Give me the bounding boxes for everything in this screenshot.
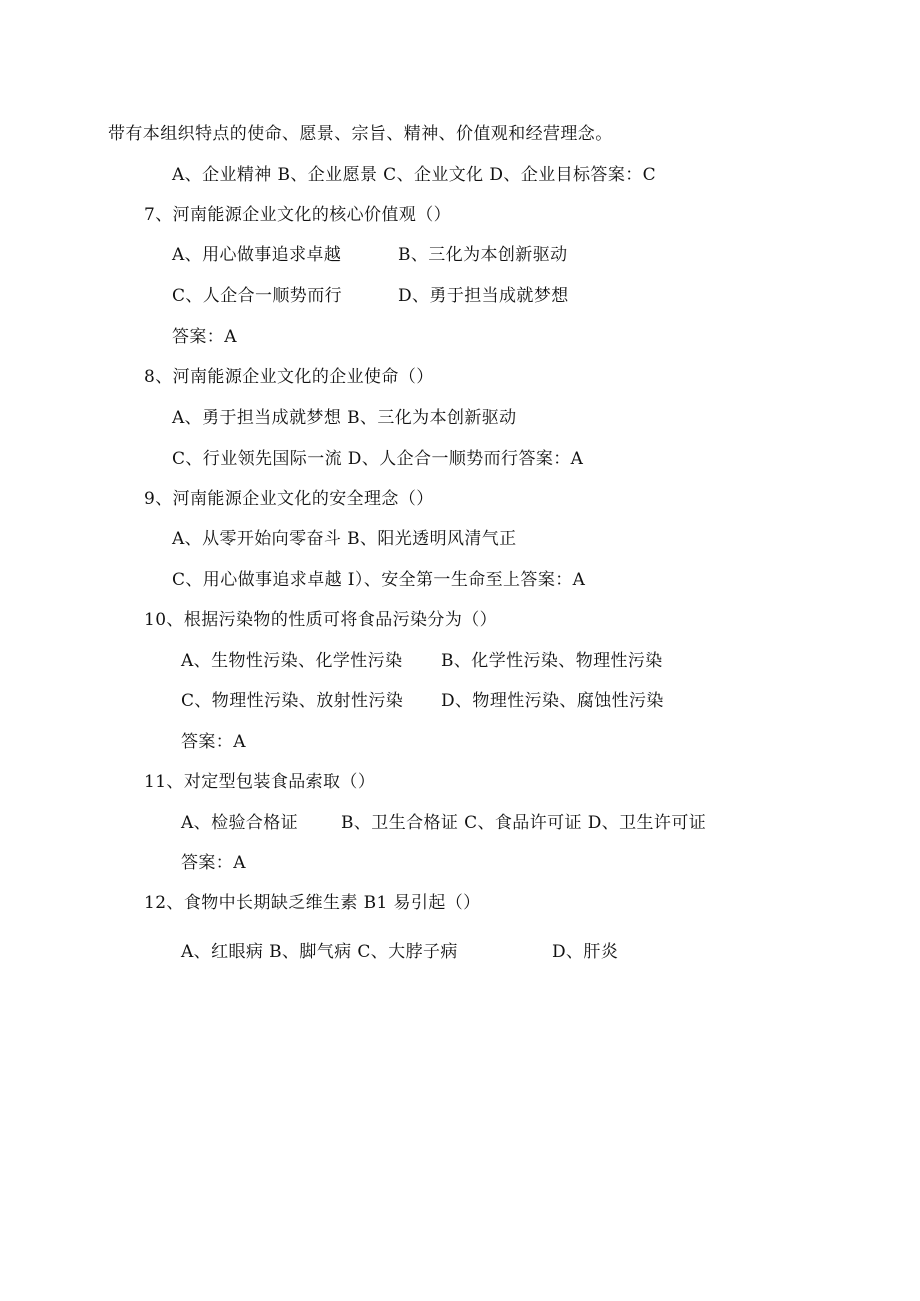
intro-text: 带有本组织特点的使命、愿景、宗旨、精神、价值观和经营理念。 bbox=[108, 124, 613, 144]
q9-options-row-2: C、用心做事追求卓越 I）、安全第一生命至上答案：A bbox=[172, 570, 586, 590]
q12-options-row bbox=[181, 941, 881, 963]
q11-options-row bbox=[181, 812, 881, 834]
q6-options: A、企业精神 B、企业愿景 C、企业文化 D、企业目标答案：C bbox=[172, 165, 657, 185]
q11-answer: 答案：A bbox=[181, 853, 246, 873]
q7-option-c: C、人企合一顺势而行 bbox=[172, 286, 343, 306]
q8-options-row-2: C、行业领先国际一流 D、人企合一顺势而行答案：A bbox=[172, 449, 584, 469]
q10-option-a: A、生物性污染、化学性污染 bbox=[181, 651, 403, 671]
q10-options-row-2 bbox=[181, 690, 881, 712]
q7-options-row-2 bbox=[172, 285, 872, 307]
q10-options-row-1 bbox=[181, 650, 881, 672]
q7-options-row-1 bbox=[172, 244, 872, 266]
q12-question: 12、食物中长期缺乏维生素 B1 易引起（） bbox=[144, 893, 481, 913]
q7-option-a: A、用心做事追求卓越 bbox=[172, 245, 342, 265]
q11-options-bcd: B、卫生合格证 C、食品许可证 D、卫生许可证 bbox=[341, 813, 707, 833]
q9-question: 9、河南能源企业文化的安全理念（） bbox=[144, 489, 434, 509]
q10-answer: 答案：A bbox=[181, 732, 246, 752]
q11-question: 11、对定型包装食品索取（） bbox=[144, 772, 376, 792]
q10-option-c: C、物理性污染、放射性污染 bbox=[181, 691, 404, 711]
q10-option-d: D、物理性污染、腐蚀性污染 bbox=[441, 691, 664, 711]
q10-question: 10、根据污染物的性质可将食品污染分为（） bbox=[144, 610, 498, 630]
q7-option-d: D、勇于担当成就梦想 bbox=[398, 286, 569, 306]
q8-question: 8、河南能源企业文化的企业使命（） bbox=[144, 367, 434, 387]
q10-option-b: B、化学性污染、物理性污染 bbox=[441, 651, 663, 671]
q11-option-a: A、检验合格证 bbox=[181, 813, 299, 833]
q7-answer: 答案：A bbox=[172, 327, 237, 347]
q12-option-d: D、肝炎 bbox=[552, 942, 619, 962]
q9-options-row-1: A、从零开始向零奋斗 B、阳光透明风清气正 bbox=[172, 529, 517, 549]
q12-options-abc: A、红眼病 B、脚气病 C、大脖子病 bbox=[181, 942, 458, 962]
q7-option-b: B、三化为本创新驱动 bbox=[398, 245, 568, 265]
q7-question: 7、河南能源企业文化的核心价值观（） bbox=[144, 205, 452, 225]
q8-options-row-1: A、勇于担当成就梦想 B、三化为本创新驱动 bbox=[172, 408, 517, 428]
